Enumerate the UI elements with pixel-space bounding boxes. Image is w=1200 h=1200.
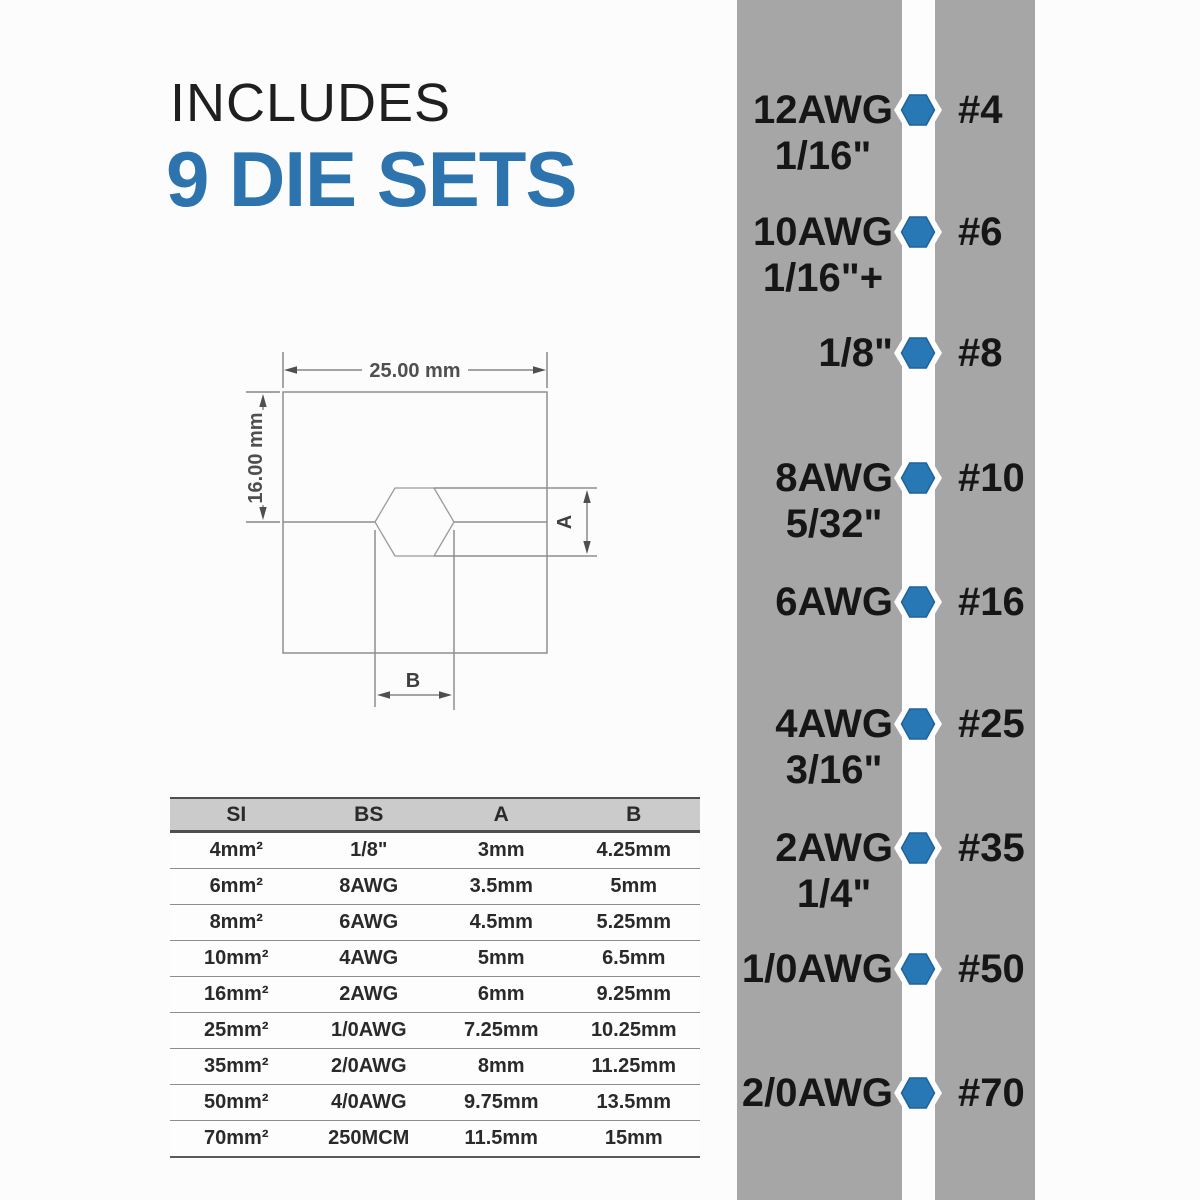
die-row-10 [737, 454, 1035, 546]
die-row-4 [737, 86, 1035, 178]
die-size-sublabel: 5/32" [785, 502, 883, 546]
table-header-row [170, 798, 700, 832]
die-number-label: #70 [958, 1071, 1025, 1115]
die-row-35 [737, 824, 1035, 916]
die-size-sublabel: 1/16" [774, 134, 872, 178]
table-row: 8mm² 6AWG 4.5mm 5.25mm [170, 905, 700, 941]
die-size-label: 2AWG [775, 826, 893, 870]
width-dimension-label: 25.00 mm [369, 360, 461, 382]
die-hex-icon [894, 90, 942, 130]
die-spec-table [170, 797, 700, 1158]
table-row: 4mm² 1/8" 3mm 4.25mm [170, 832, 700, 869]
die-size-sublabel: 1/4" [796, 872, 872, 916]
die-row-70 [737, 1069, 1035, 1117]
die-row-16 [737, 578, 1035, 626]
die-size-label: 2/0AWG [741, 1071, 893, 1115]
die-number-label: #35 [958, 826, 1025, 870]
die-number-label: #4 [958, 88, 1003, 132]
die-number-label: #10 [958, 456, 1025, 500]
col-header-si: SI [170, 798, 303, 832]
die-hex-icon [894, 1073, 942, 1113]
col-header-a: A [435, 798, 568, 832]
die-hex-icon [894, 582, 942, 622]
die-dimension-diagram [228, 338, 628, 723]
table-row: 10mm² 4AWG 5mm 6.5mm [170, 941, 700, 977]
die-row-25 [737, 700, 1035, 792]
die-hex-icon [894, 458, 942, 498]
dim-a-label: A [554, 514, 576, 530]
hex-opening-outline [375, 488, 454, 556]
col-header-bs: BS [303, 798, 436, 832]
headline-die-count: 9 DIE SETS [166, 135, 577, 223]
die-number-label: #8 [958, 331, 1003, 375]
table-row: 35mm² 2/0AWG 8mm 11.25mm [170, 1049, 700, 1085]
die-hex-icon [894, 212, 942, 252]
die-number-label: #50 [958, 947, 1025, 991]
die-size-label: 1/0AWG [741, 947, 893, 991]
die-hex-icon [894, 704, 942, 744]
die-size-label: 6AWG [775, 580, 893, 624]
die-hex-icon [894, 828, 942, 868]
table-row: 6mm² 8AWG 3.5mm 5mm [170, 869, 700, 905]
die-sets-panel [737, 0, 1035, 1200]
table-row: 25mm² 1/0AWG 7.25mm 10.25mm [170, 1013, 700, 1049]
die-hex-icon [894, 333, 942, 373]
dim-b-label: B [405, 670, 421, 692]
die-size-sublabel: 3/16" [785, 748, 883, 792]
die-row-8 [737, 329, 1035, 377]
headline-includes: INCLUDES [170, 73, 452, 133]
height-dimension-label: 16.00 mm [245, 412, 267, 504]
die-number-label: #25 [958, 702, 1025, 746]
die-size-label: 1/8" [818, 331, 893, 375]
die-number-label: #6 [958, 210, 1003, 254]
die-row-6 [737, 208, 1035, 300]
die-number-label: #16 [958, 580, 1025, 624]
table-row: 16mm² 2AWG 6mm 9.25mm [170, 977, 700, 1013]
table-row: 50mm² 4/0AWG 9.75mm 13.5mm [170, 1085, 700, 1121]
die-size-sublabel: 1/16"+ [762, 256, 884, 300]
table-row: 70mm² 250MCM 11.5mm 15mm [170, 1121, 700, 1158]
die-hex-icon [894, 949, 942, 989]
die-size-label: 10AWG [752, 210, 893, 254]
die-row-50 [737, 945, 1035, 993]
die-size-label: 4AWG [775, 702, 893, 746]
col-header-b: B [568, 798, 701, 832]
die-size-label: 8AWG [775, 456, 893, 500]
die-size-label: 12AWG [752, 88, 893, 132]
